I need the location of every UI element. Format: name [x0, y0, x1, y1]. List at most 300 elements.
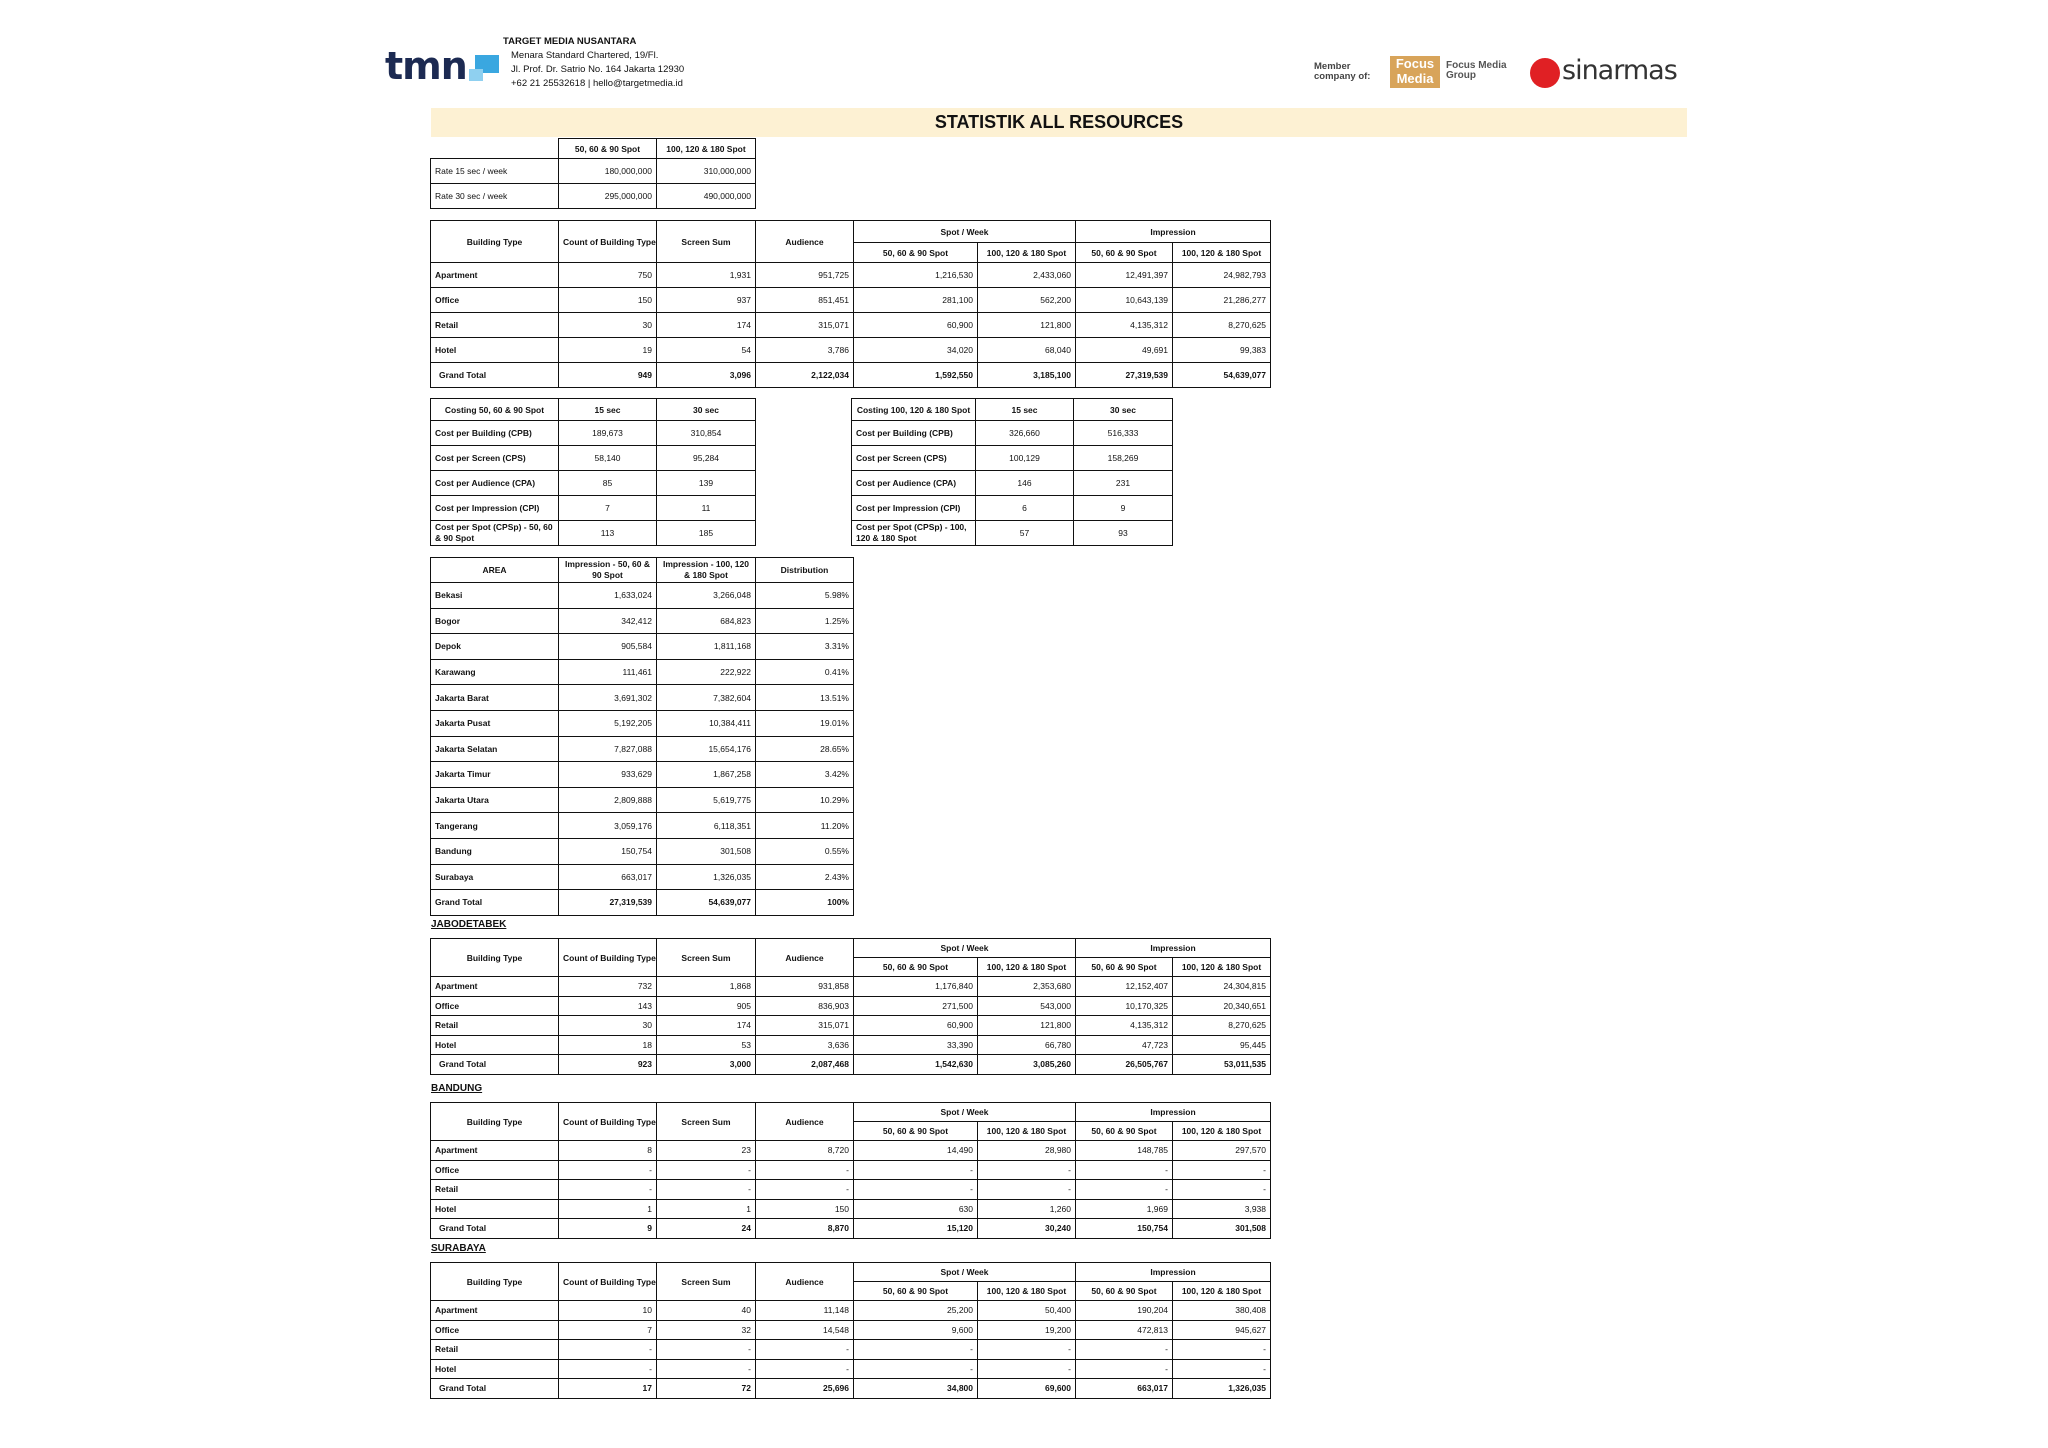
col-building-type: Building Type: [431, 221, 559, 263]
column-header: Spot / Week: [854, 1263, 1076, 1282]
table-cell: 158,269: [1074, 446, 1173, 471]
table-row: [431, 762, 854, 788]
table-cell: -: [854, 1180, 978, 1200]
table-cell: -: [978, 1160, 1076, 1180]
table-row: [431, 685, 854, 711]
table-row: [431, 471, 756, 496]
table-cell: 472,813: [1076, 1320, 1173, 1340]
table-row: [431, 864, 854, 890]
col-sub: 100, 120 & 180 Spot: [978, 243, 1076, 263]
table-cell: 222,922: [657, 659, 756, 685]
table-cell: Cost per Building (CPB): [852, 421, 976, 446]
column-header: Impression: [1076, 1263, 1271, 1282]
rate-value: 490,000,000: [657, 184, 756, 209]
table-cell: 113: [559, 521, 657, 546]
table-cell: 30,240: [978, 1219, 1076, 1239]
table-cell: 28.65%: [756, 736, 854, 762]
table-row: [431, 313, 1271, 338]
table-cell: 1,969: [1076, 1199, 1173, 1219]
table-cell: Cost per Screen (CPS): [431, 446, 559, 471]
table-cell: 100%: [756, 890, 854, 916]
table-cell: 7,382,604: [657, 685, 756, 711]
column-header: 50, 60 & 90 Spot: [1076, 958, 1173, 977]
table-cell: 2,087,468: [756, 1055, 854, 1075]
rate-label: Rate 15 sec / week: [431, 159, 559, 184]
table-cell: 146: [976, 471, 1074, 496]
table-cell: 60,900: [854, 1016, 978, 1036]
table-cell: 3.42%: [756, 762, 854, 788]
table-cell: Tangerang: [431, 813, 559, 839]
table-cell: 1,868: [657, 977, 756, 997]
table-cell: 17: [559, 1379, 657, 1399]
table-cell: 95,284: [657, 446, 756, 471]
table-row: [431, 263, 1271, 288]
table-cell: 1,326,035: [1173, 1379, 1271, 1399]
table-cell: 40: [657, 1301, 756, 1321]
column-header: Screen Sum: [657, 1103, 756, 1141]
grand-total-row: [431, 1219, 1271, 1239]
area-header: Impression - 50, 60 & 90 Spot: [559, 558, 657, 583]
table-cell: 945,627: [1173, 1320, 1271, 1340]
area-header: Distribution: [756, 558, 854, 583]
table-cell: 50,400: [978, 1301, 1076, 1321]
table-cell: Retail: [431, 1340, 559, 1360]
table-cell: 8,270,625: [1173, 313, 1271, 338]
company-address-1: Menara Standard Chartered, 19/Fl.: [511, 50, 659, 61]
table-row: [852, 521, 1173, 546]
table-cell: -: [1076, 1160, 1173, 1180]
table-row: [431, 446, 756, 471]
table-cell: 342,412: [559, 608, 657, 634]
costing-100-table: [851, 398, 1173, 546]
rate-header-1: 50, 60 & 90 Spot: [559, 139, 657, 159]
column-header: Building Type: [431, 939, 559, 977]
table-row: [431, 1320, 1271, 1340]
company-info: [503, 35, 684, 91]
table-cell: 3,059,176: [559, 813, 657, 839]
header-row: [431, 1103, 1271, 1122]
table-row: [431, 1301, 1271, 1321]
column-header: Count of Building Type: [559, 939, 657, 977]
table-cell: 3,185,100: [978, 363, 1076, 388]
focus-logo-line-2: Media: [1396, 71, 1434, 86]
grand-total-row: [431, 363, 1271, 388]
table-row: [431, 1141, 1271, 1161]
table-cell: 49,691: [1076, 338, 1173, 363]
table-cell: 69,600: [978, 1379, 1076, 1399]
table-cell: 750: [559, 263, 657, 288]
table-cell: 1,260: [978, 1199, 1076, 1219]
table-cell: Apartment: [431, 1301, 559, 1321]
table-cell: 13.51%: [756, 685, 854, 711]
table-cell: 68,040: [978, 338, 1076, 363]
table-cell: Jakarta Pusat: [431, 710, 559, 736]
table-cell: Karawang: [431, 659, 559, 685]
table-cell: 3,636: [756, 1035, 854, 1055]
table-cell: Jakarta Barat: [431, 685, 559, 711]
member-label: [1314, 62, 1370, 82]
table-cell: 9: [1074, 496, 1173, 521]
table-cell: 6: [976, 496, 1074, 521]
table-cell: 1,592,550: [854, 363, 978, 388]
table-cell: 11,148: [756, 1301, 854, 1321]
costing-100-header: Costing 100, 120 & 180 Spot: [852, 399, 976, 421]
column-header: Screen Sum: [657, 939, 756, 977]
area-table: [430, 557, 854, 916]
table-cell: -: [559, 1160, 657, 1180]
table-cell: Cost per Impression (CPI): [852, 496, 976, 521]
table-cell: Office: [431, 1320, 559, 1340]
page-title: STATISTIK ALL RESOURCES: [431, 108, 1687, 137]
column-header: Building Type: [431, 1103, 559, 1141]
table-row: [431, 184, 756, 209]
table-cell: Apartment: [431, 977, 559, 997]
table-row: [431, 1016, 1271, 1036]
area-header: Impression - 100, 120 & 180 Spot: [657, 558, 756, 583]
table-cell: Apartment: [431, 263, 559, 288]
costing-50-header: 15 sec: [559, 399, 657, 421]
column-header: Building Type: [431, 1263, 559, 1301]
table-cell: 24,304,815: [1173, 977, 1271, 997]
table-row: [431, 159, 756, 184]
table-cell: 3,085,260: [978, 1055, 1076, 1075]
table-cell: 11: [657, 496, 756, 521]
table-cell: Bandung: [431, 838, 559, 864]
table-cell: 10,643,139: [1076, 288, 1173, 313]
col-screen-sum: Screen Sum: [657, 221, 756, 263]
table-cell: Jakarta Utara: [431, 787, 559, 813]
column-header: 50, 60 & 90 Spot: [854, 1122, 978, 1141]
tmn-logo: [385, 44, 499, 88]
table-cell: 0.41%: [756, 659, 854, 685]
table-cell: 150,754: [1076, 1219, 1173, 1239]
table-cell: -: [978, 1180, 1076, 1200]
table-cell: 8,720: [756, 1141, 854, 1161]
jabodetabek-table: [430, 938, 1271, 1075]
col-spot-week: Spot / Week: [854, 221, 1076, 243]
table-row: [431, 1180, 1271, 1200]
column-header: 100, 120 & 180 Spot: [1173, 1122, 1271, 1141]
table-cell: 301,508: [1173, 1219, 1271, 1239]
table-cell: 27,319,539: [1076, 363, 1173, 388]
col-impression: Impression: [1076, 221, 1271, 243]
bandung-table: [430, 1102, 1271, 1239]
table-row: [431, 659, 854, 685]
table-cell: Hotel: [431, 1035, 559, 1055]
table-cell: -: [756, 1180, 854, 1200]
table-cell: 663,017: [1076, 1379, 1173, 1399]
region-label-jabodetabek: JABODETABEK: [431, 919, 507, 930]
table-row: [431, 521, 756, 546]
costing-50-table: [430, 398, 756, 546]
table-cell: 14,548: [756, 1320, 854, 1340]
table-cell: 10.29%: [756, 787, 854, 813]
table-cell: 111,461: [559, 659, 657, 685]
table-row: [431, 838, 854, 864]
table-cell: -: [559, 1359, 657, 1379]
table-row: [431, 1160, 1271, 1180]
table-cell: 60,900: [854, 313, 978, 338]
table-cell: 15,654,176: [657, 736, 756, 762]
column-header: Count of Building Type: [559, 1263, 657, 1301]
table-cell: 53,011,535: [1173, 1055, 1271, 1075]
table-row: [431, 787, 854, 813]
table-cell: 15,120: [854, 1219, 978, 1239]
table-cell: 923: [559, 1055, 657, 1075]
table-cell: Surabaya: [431, 864, 559, 890]
table-cell: 32: [657, 1320, 756, 1340]
company-address-2: Jl. Prof. Dr. Satrio No. 164 Jakarta 12930: [511, 64, 685, 75]
table-cell: -: [559, 1180, 657, 1200]
table-cell: 24: [657, 1219, 756, 1239]
table-cell: -: [756, 1160, 854, 1180]
table-cell: 6,118,351: [657, 813, 756, 839]
table-cell: -: [657, 1160, 756, 1180]
table-cell: Jakarta Timur: [431, 762, 559, 788]
table-cell: Grand Total: [431, 363, 559, 388]
column-header: Spot / Week: [854, 1103, 1076, 1122]
table-cell: 2,433,060: [978, 263, 1076, 288]
table-cell: 937: [657, 288, 756, 313]
table-cell: 24,982,793: [1173, 263, 1271, 288]
table-cell: 933,629: [559, 762, 657, 788]
table-cell: 190,204: [1076, 1301, 1173, 1321]
col-sub: 50, 60 & 90 Spot: [1076, 243, 1173, 263]
table-cell: 20,340,651: [1173, 996, 1271, 1016]
focus-logo-line-1: Focus: [1395, 56, 1435, 71]
table-cell: -: [854, 1160, 978, 1180]
table-row: [852, 421, 1173, 446]
table-cell: 1.25%: [756, 608, 854, 634]
table-row: [852, 471, 1173, 496]
table-cell: 1,216,530: [854, 263, 978, 288]
table-cell: 1,811,168: [657, 634, 756, 660]
table-cell: 315,071: [756, 313, 854, 338]
column-header: Audience: [756, 1263, 854, 1301]
table-row: [431, 421, 756, 446]
table-cell: -: [1173, 1160, 1271, 1180]
table-cell: -: [657, 1340, 756, 1360]
table-cell: 7: [559, 496, 657, 521]
table-cell: Office: [431, 996, 559, 1016]
table-cell: -: [756, 1359, 854, 1379]
table-cell: 630: [854, 1199, 978, 1219]
table-cell: 732: [559, 977, 657, 997]
table-cell: 19,200: [978, 1320, 1076, 1340]
building-stats-table: [430, 220, 1271, 388]
table-cell: 54,639,077: [1173, 363, 1271, 388]
table-cell: 2,809,888: [559, 787, 657, 813]
table-cell: -: [1173, 1340, 1271, 1360]
table-cell: 99,383: [1173, 338, 1271, 363]
table-cell: 851,451: [756, 288, 854, 313]
table-cell: 14,490: [854, 1141, 978, 1161]
rate-table-corner: [431, 139, 559, 159]
table-cell: 150,754: [559, 838, 657, 864]
table-cell: 58,140: [559, 446, 657, 471]
header-row: [431, 939, 1271, 958]
focus-media-logo: [1390, 56, 1440, 88]
table-cell: -: [1173, 1359, 1271, 1379]
table-cell: 3,266,048: [657, 583, 756, 609]
col-sub: 100, 120 & 180 Spot: [1173, 243, 1271, 263]
table-cell: Hotel: [431, 1199, 559, 1219]
table-cell: 9: [559, 1219, 657, 1239]
costing-50-header: 30 sec: [657, 399, 756, 421]
table-row: [431, 736, 854, 762]
table-cell: -: [854, 1359, 978, 1379]
col-audience: Audience: [756, 221, 854, 263]
column-header: Audience: [756, 1103, 854, 1141]
table-cell: 905,584: [559, 634, 657, 660]
table-cell: -: [1076, 1340, 1173, 1360]
table-cell: 951,725: [756, 263, 854, 288]
table-cell: 931,858: [756, 977, 854, 997]
table-cell: 21,286,277: [1173, 288, 1271, 313]
table-row: [431, 583, 854, 609]
table-cell: 26,505,767: [1076, 1055, 1173, 1075]
table-row: [431, 977, 1271, 997]
table-cell: 10,384,411: [657, 710, 756, 736]
member-line-2: company of:: [1314, 71, 1371, 82]
table-cell: -: [854, 1340, 978, 1360]
table-cell: 2.43%: [756, 864, 854, 890]
table-cell: 310,854: [657, 421, 756, 446]
table-cell: 1,542,630: [854, 1055, 978, 1075]
column-header: 100, 120 & 180 Spot: [978, 958, 1076, 977]
table-cell: 281,100: [854, 288, 978, 313]
table-cell: 231: [1074, 471, 1173, 496]
table-row: [431, 338, 1271, 363]
table-cell: Cost per Impression (CPI): [431, 496, 559, 521]
table-cell: 5.98%: [756, 583, 854, 609]
table-cell: -: [1173, 1180, 1271, 1200]
table-cell: 8,870: [756, 1219, 854, 1239]
table-cell: Office: [431, 288, 559, 313]
area-header: AREA: [431, 558, 559, 583]
table-cell: 315,071: [756, 1016, 854, 1036]
table-cell: 301,508: [657, 838, 756, 864]
table-cell: 18: [559, 1035, 657, 1055]
table-cell: 7: [559, 1320, 657, 1340]
col-sub: 50, 60 & 90 Spot: [854, 243, 978, 263]
table-cell: 1: [559, 1199, 657, 1219]
column-header: 50, 60 & 90 Spot: [854, 958, 978, 977]
surabaya-table: [430, 1262, 1271, 1399]
focus-media-group-text: [1446, 61, 1507, 81]
table-cell: 3,938: [1173, 1199, 1271, 1219]
sinarmas-logo-text: sinarmas: [1562, 55, 1677, 86]
table-cell: Cost per Spot (CPSp) - 100, 120 & 180 Spot: [852, 521, 976, 546]
table-cell: Grand Total: [431, 1379, 559, 1399]
table-cell: 949: [559, 363, 657, 388]
table-cell: 684,823: [657, 608, 756, 634]
table-cell: 1: [657, 1199, 756, 1219]
column-header: Count of Building Type: [559, 1103, 657, 1141]
col-count: Count of Building Type: [559, 221, 657, 263]
table-cell: -: [978, 1359, 1076, 1379]
table-cell: 516,333: [1074, 421, 1173, 446]
table-cell: Retail: [431, 1016, 559, 1036]
table-cell: 1,326,035: [657, 864, 756, 890]
table-row: [852, 446, 1173, 471]
table-cell: -: [657, 1359, 756, 1379]
table-cell: 53: [657, 1035, 756, 1055]
region-label-bandung: BANDUNG: [431, 1083, 483, 1094]
table-cell: 271,500: [854, 996, 978, 1016]
column-header: 100, 120 & 180 Spot: [978, 1282, 1076, 1301]
tmn-logo-mark-icon: [469, 55, 499, 83]
table-cell: 2,122,034: [756, 363, 854, 388]
table-cell: -: [756, 1340, 854, 1360]
table-cell: 28,980: [978, 1141, 1076, 1161]
table-cell: Retail: [431, 313, 559, 338]
table-cell: 12,491,397: [1076, 263, 1173, 288]
focus-group-line-2: Group: [1446, 70, 1476, 81]
table-cell: Grand Total: [431, 1219, 559, 1239]
table-cell: 836,903: [756, 996, 854, 1016]
table-cell: Cost per Building (CPB): [431, 421, 559, 446]
costing-100-header: 15 sec: [976, 399, 1074, 421]
table-cell: 27,319,539: [559, 890, 657, 916]
table-cell: 8: [559, 1141, 657, 1161]
table-cell: Bogor: [431, 608, 559, 634]
column-header: 50, 60 & 90 Spot: [854, 1282, 978, 1301]
table-row: [431, 496, 756, 521]
table-cell: 174: [657, 1016, 756, 1036]
table-row: [431, 1199, 1271, 1219]
table-cell: 3,000: [657, 1055, 756, 1075]
costing-100-header: 30 sec: [1074, 399, 1173, 421]
table-cell: 3,786: [756, 338, 854, 363]
column-header: Audience: [756, 939, 854, 977]
table-cell: 66,780: [978, 1035, 1076, 1055]
table-cell: 25,696: [756, 1379, 854, 1399]
table-cell: 3,096: [657, 363, 756, 388]
table-row: [431, 608, 854, 634]
table-row: [431, 1340, 1271, 1360]
table-cell: -: [657, 1180, 756, 1200]
grand-total-row: [431, 1379, 1271, 1399]
table-cell: 150: [756, 1199, 854, 1219]
table-cell: 174: [657, 313, 756, 338]
table-cell: -: [978, 1340, 1076, 1360]
table-cell: 57: [976, 521, 1074, 546]
table-cell: Bekasi: [431, 583, 559, 609]
table-cell: 0.55%: [756, 838, 854, 864]
table-cell: 185: [657, 521, 756, 546]
table-cell: 19: [559, 338, 657, 363]
table-cell: 297,570: [1173, 1141, 1271, 1161]
table-row: [852, 496, 1173, 521]
column-header: Screen Sum: [657, 1263, 756, 1301]
table-cell: Jakarta Selatan: [431, 736, 559, 762]
table-row: [431, 1359, 1271, 1379]
table-cell: 2,353,680: [978, 977, 1076, 997]
column-header: Impression: [1076, 1103, 1271, 1122]
table-cell: 72: [657, 1379, 756, 1399]
grand-total-row: [431, 890, 854, 916]
table-cell: 19.01%: [756, 710, 854, 736]
table-row: [431, 996, 1271, 1016]
table-row: [431, 288, 1271, 313]
table-cell: Hotel: [431, 338, 559, 363]
table-cell: -: [1076, 1180, 1173, 1200]
table-cell: -: [1076, 1359, 1173, 1379]
table-cell: 7,827,088: [559, 736, 657, 762]
table-cell: Office: [431, 1160, 559, 1180]
table-cell: Retail: [431, 1180, 559, 1200]
